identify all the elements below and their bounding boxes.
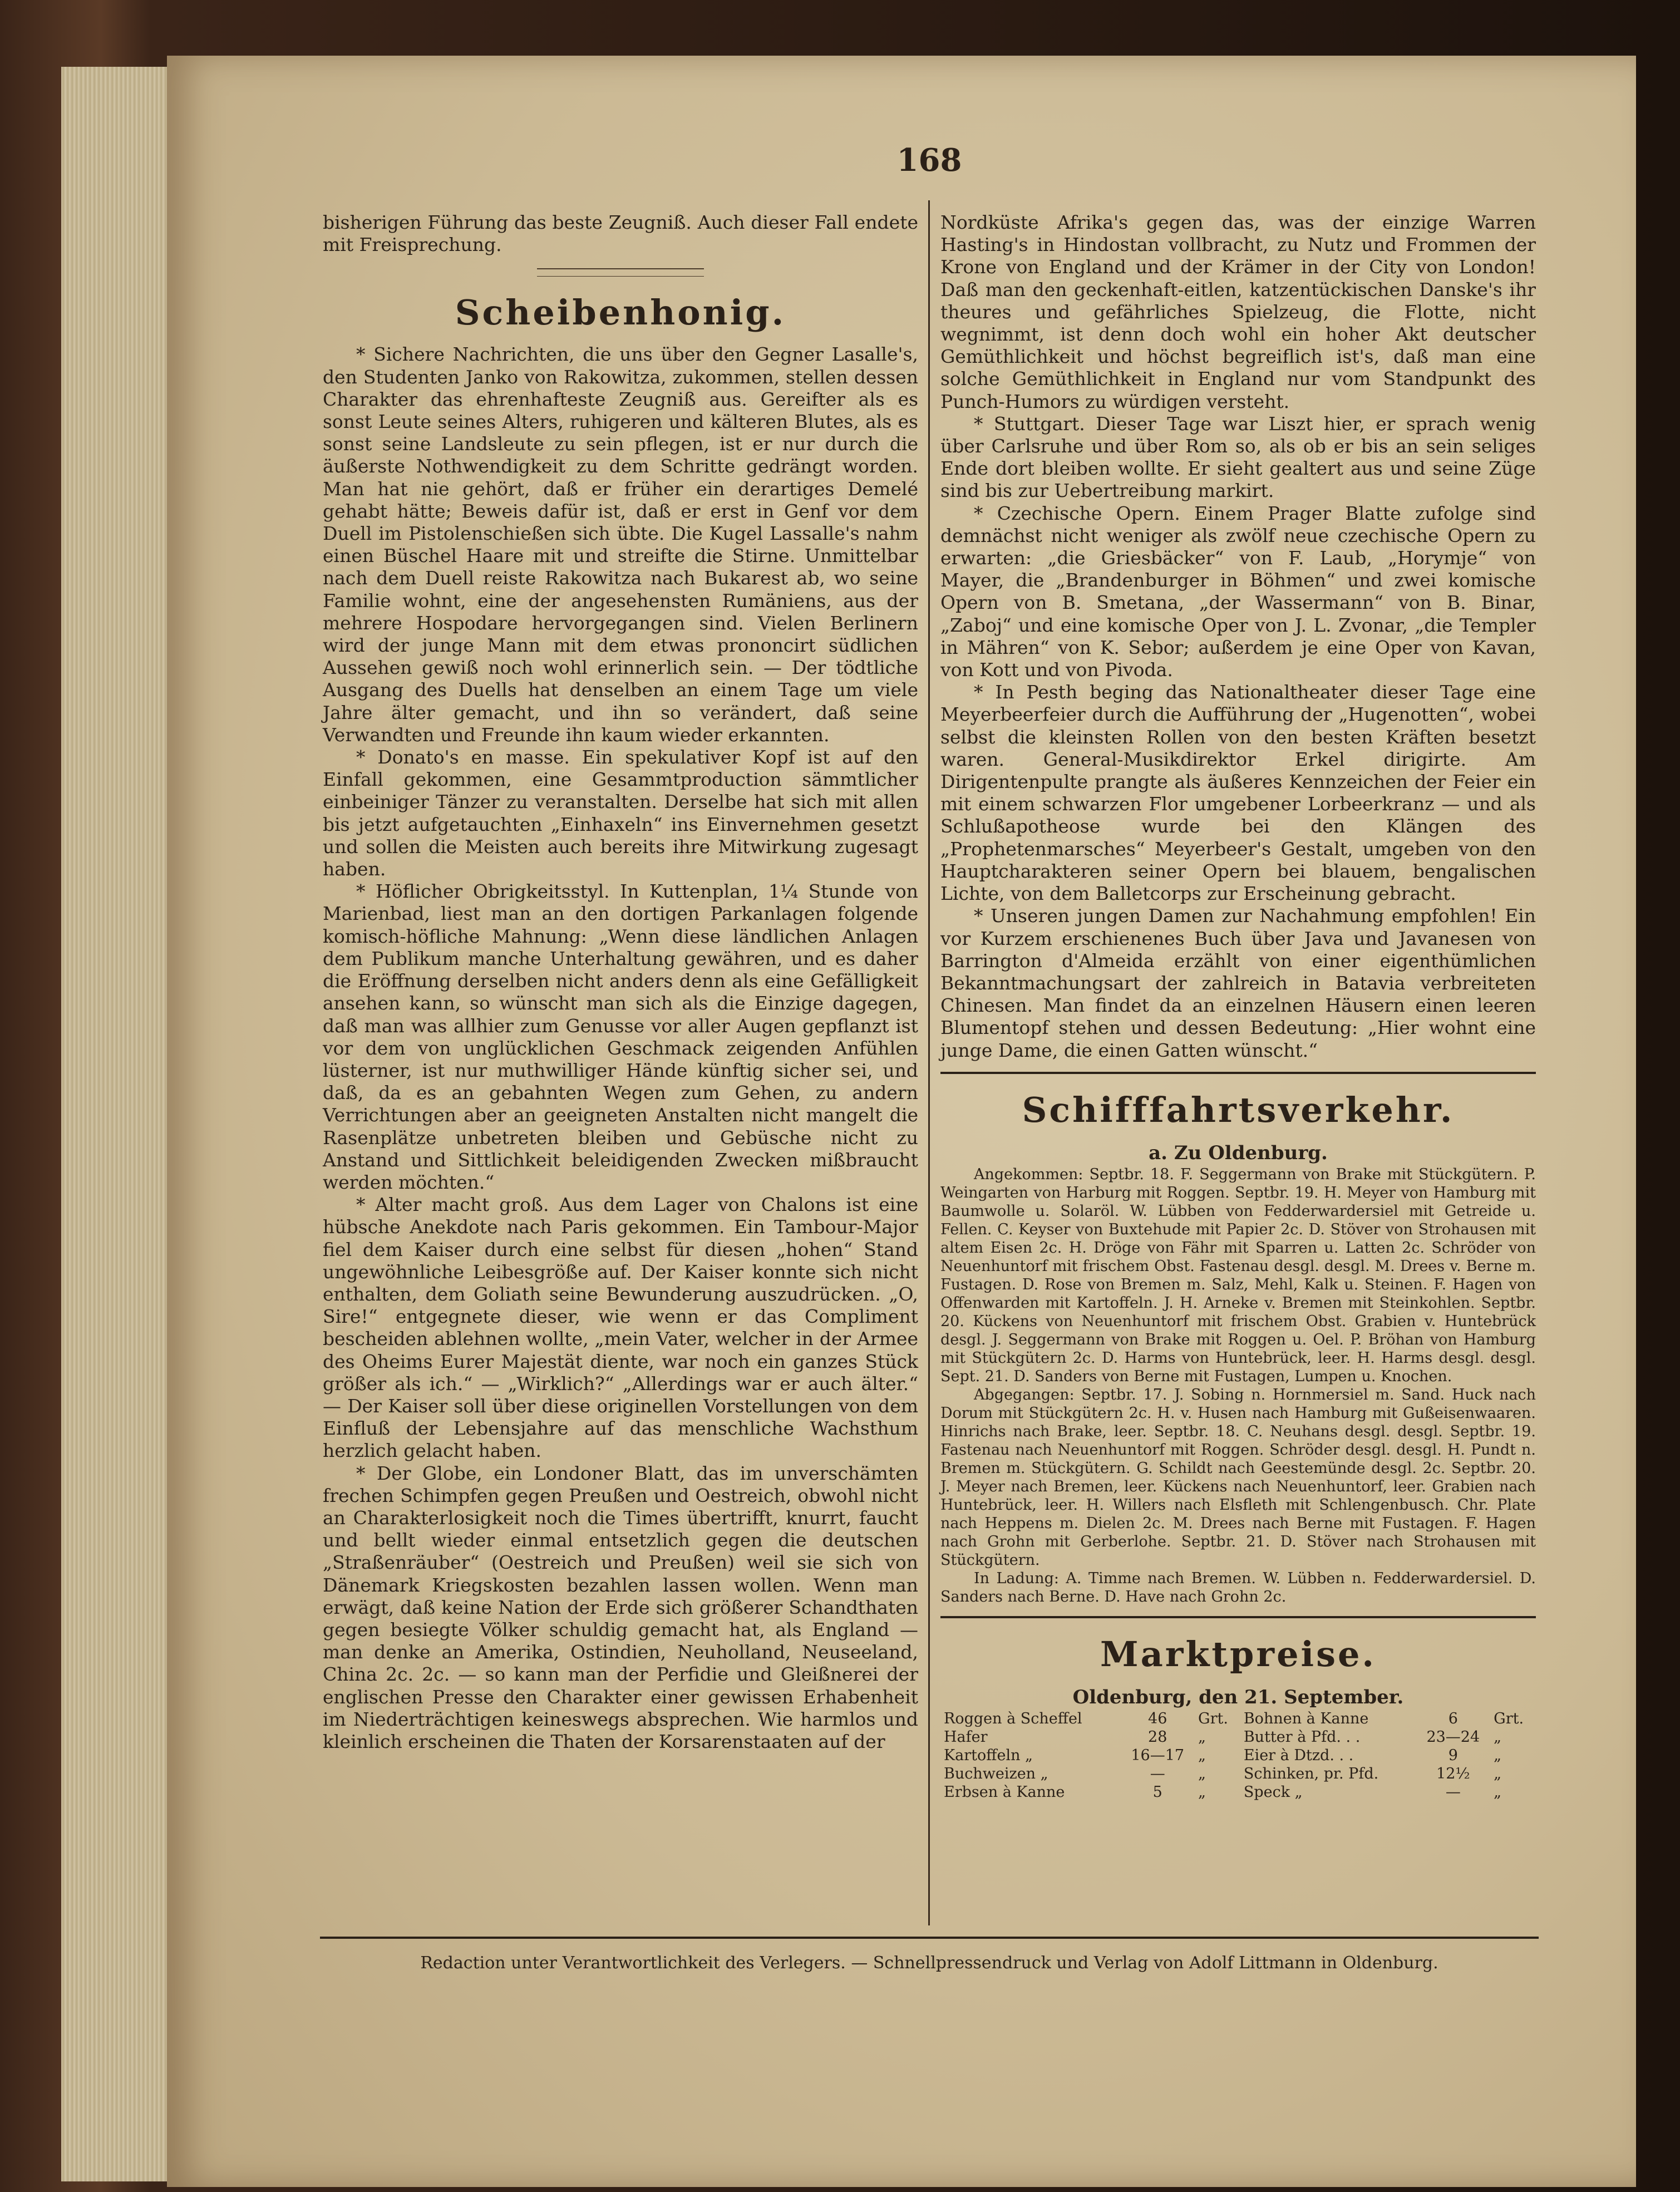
price-value: 46 [1148, 1710, 1167, 1727]
article-pesth: * In Pesth beging das Nationaltheater dieser Tage eine Meyerbeerfeier durch die Aufführung der „Hugenotten“, wobei selbst die kleinsten Rollen von den besten Kräften besetzt waren. General-Musikdirektor Erkel dirigirte. Am Dirigentenpulte prangte als äußeres Kennzeichen der Feier ein mit einem schwarzen Flor umgebener Lorbeerkranz — und als Schlußapotheose wurde bei den Klängen des „Prophetenmarsches“ Meyerbeer's Gestalt, umgeben von den Hauptcharakteren seiner Opern bei blauem, bengalischen Lichte, von dem Balletcorps zur Erscheinung gebracht. [940, 681, 1536, 905]
price-item: Eier à Dtzd. . . [1243, 1746, 1354, 1764]
left-column [323, 211, 918, 1753]
table-row [940, 1783, 1536, 1801]
table-row [940, 1746, 1536, 1765]
price-unit: „ [1494, 1746, 1502, 1764]
price-item: Erbsen à Kanne [944, 1783, 1065, 1801]
price-table [940, 1710, 1536, 1801]
price-item: Kartoffeln „ [944, 1746, 1033, 1764]
price-unit: „ [1494, 1728, 1502, 1746]
price-item: Roggen à Scheffel [944, 1710, 1082, 1727]
article-czech-operas: * Czechische Opern. Einem Prager Blatte zufolge sind demnächst nicht weniger als zwölf neue czechische Opern zu erwarten: „die Griesbäcker“ von F. Laub, „Horymje“ von Mayer, die „Brandenburger in Böhmen“ und zwei komische Opern von B. Smetana, „der Wassermann“ von B. Binar, „Zaboj“ und eine komische Oper von J. L. Zvonar, „die Templer in Mähren“ von K. Sebor; außerdem je eine Oper von Kavan, von Kott und von Pivoda. [940, 502, 1536, 681]
right-column [940, 211, 1536, 1801]
article-rakowitza: * Sichere Nachrichten, die uns über den Gegner Lasalle's, den Studenten Janko von Rakowitza, zukommen, stellen dessen Charakter das ehrenhafteste Zeugniß aus. Gereifter als es sonst Leute seines Alters, ruhigeren und kälteren Blutes, als es sonst seine Landsleute zu sein pflegen, ist er nur durch die äußerste Nothwendigkeit zu dem Schritte gedrängt worden. Man hat nie gehört, daß er früher ein derartiges Demelé gehabt hätte; Beweis dafür ist, daß er erst in Genf vor dem Duell im Pistolenschießen sich übte. Die Kugel Lassalle's nahm einen Büschel Haare mit und streifte die Stirne. Unmittelbar nach dem Duell reiste Rakowitza nach Bukarest ab, wo seine Familie wohnt, eine der angesehensten Rumäniens, aus der mehrere Hospodare hervorgegangen sind. Vielen Berlinern wird der junge Mann mit dem etwas prononcirt südlichen Aussehen gewiß noch wohl erinnerlich sein. — Der tödtliche Ausgang des Duells hat denselben an einem Tage um viele Jahre älter gemacht, und ihn so verändert, daß seine Verwandten und Freunde ihn kaum wieder erkannten. [323, 343, 918, 746]
article-globe-continued: Nordküste Afrika's gegen das, was der einzige Warren Hasting's in Hindostan vollbracht, zu Nutz und Frommen der Krone von England und der Krämer in der City von London! Daß man den geckenhaft-eitlen, katzentückischen Danske's ihr theures und gefährliches Spielzeug, die Flotte, nicht wegnimmt, ist denn doch wohl ein hoher Akt deutscher Gemüthlichkeit und höchst begreiflich ist's, daß man eine solche Gemüthlichkeit in England nur vom Standpunkt des Punch-Humors zu würdigen versteht. [940, 211, 1536, 412]
price-value: — [1445, 1783, 1461, 1801]
price-unit: „ [1494, 1783, 1502, 1801]
shipping-loading: In Ladung: A. Timme nach Bremen. W. Lübben n. Fedderwardersiel. D. Sanders nach Berne. D. Have nach Grohn 2c. [940, 1569, 1536, 1605]
imprint-footer: Redaction unter Verantwortlichkeit des Verlegers. — Schnellpressendruck und Verlag von Adolf Littmann in Oldenburg. [420, 1953, 1438, 1973]
price-value: — [1150, 1765, 1165, 1782]
section-rule [940, 1616, 1536, 1618]
section-heading-market: Marktpreise. [1100, 1633, 1377, 1674]
page-number: 168 [896, 142, 962, 179]
article-alter: * Alter macht groß. Aus dem Lager von Chalons ist eine hübsche Anekdote nach Paris gekommen. Ein Tambour-Major fiel dem Kaiser durch eine selbst für diesen „hohen“ Stand ungewöhnliche Leibesgröße auf. Der Kaiser konnte sich nicht enthalten, dem Goliath seine Bewunderung auszudrücken. „O, Sire!“ entgegnete dieser, wie wenn er das Compliment bescheiden ablehnen wollte, „mein Vater, welcher in der Armee des Oheims Eurer Majestät diente, war noch ein ganzes Stück größer als ich.“ — „Wirklich?“ „Allerdings war er auch älter.“ — Der Kaiser soll über diese originellen Vorstellungen von dem Einfluß der Lebensjahre auf das menschliche Wachsthum herzlich gelacht haben. [323, 1194, 918, 1462]
article-obrigkeitsstyl: * Höflicher Obrigkeitsstyl. In Kuttenplan, 1¼ Stunde von Marienbad, liest man an den dortigen Parkanlagen folgende komisch-höfliche Mahnung: „Wenn diese ländlichen Anlagen dem Publikum manche Unterhaltung gewähren, und es daher die Eröffnung derselben nicht anders denn als eine Gefälligkeit ansehen kann, so wünscht man sich als die Einzige dagegen, daß man was allhier zum Genusse vor aller Augen gepflanzt ist vor dem von unglücklichen Geschmack zeigenden Anfühlen lüsterner, ist nur muthwilliger Hände künftig sicher sei, und daß, da es an gebahnten Wegen zum Gehen, zu andern Verrichtungen aber an geeigneten Anstalten nicht mangelt die Rasenplätze unbetreten bleiben und Gebüsche nicht zu Anstand und Sittlichkeit beleidigenden Zwecken mißbraucht werden möchten.“ [323, 880, 918, 1193]
market-subheading: Oldenburg, den 21. September. [1072, 1686, 1404, 1708]
shipping-subheading: a. Zu Oldenburg. [1149, 1141, 1328, 1164]
price-unit: Grt. [1494, 1710, 1524, 1727]
price-item: Hafer [944, 1728, 988, 1746]
section-heading-shipping: Schifffahrtsverkehr. [1022, 1089, 1455, 1130]
section-heading-scheibenhonig: Scheibenhonig. [455, 292, 786, 333]
price-unit: „ [1198, 1746, 1206, 1764]
article-stuttgart: * Stuttgart. Dieser Tage war Liszt hier, er sprach wenig über Carlsruhe und über Rom so, als ob er bis an sein seliges Ende dort bleiben wollte. Er sieht gealtert aus und seine Züge sind bis zur Uebertreibung markirt. [940, 412, 1536, 502]
price-value: 12½ [1436, 1765, 1470, 1782]
article-java: * Unseren jungen Damen zur Nachahmung empfohlen! Ein vor Kurzem erschienenes Buch über Java und Javanesen von Barrington d'Almeida erzählt von einer eigenthümlichen Bekanntmachungsart der zahlreich in Batavia verbreiteten Chinesen. Man findet da an einzelnen Häusern einen leeren Blumentopf stehen und dessen Bedeutung: „Hier wohnt eine junge Dame, die einen Gatten wünscht.“ [940, 905, 1536, 1061]
price-item: Butter à Pfd. . . [1243, 1728, 1361, 1746]
price-item: Schinken, pr. Pfd. [1243, 1765, 1379, 1782]
footer-rule [320, 1937, 1539, 1939]
article-globe: * Der Globe, ein Londoner Blatt, das im unverschämten frechen Schimpfen gegen Preußen und Oestreich, obwohl nicht an Charakterlosigkeit noch die Times übertrifft, knurrt, faucht und bellt wieder einmal entsetzlich gegen die deutschen „Straßenräuber“ (Oestreich und Preußen) weil sie sich von Dänemark Kriegskosten bezahlen lassen wollen. Wenn man erwägt, daß keine Nation der Erde sich größerer Schandthaten gegen besiegte Völker schuldig gemacht hat, als England — man denke an Amerika, Ostindien, Neuholland, Neuseeland, China 2c. 2c. — so kann man der Perfidie und Gleißnerei der englischen Presse den Charakter einer gewissen Erhabenheit im Niederträchtigen keineswegs absprechen. Wie harmlos und kleinlich erscheinen die Thaten der Korsarenstaaten auf der [323, 1462, 918, 1752]
price-unit: „ [1494, 1765, 1502, 1782]
price-item: Bohnen à Kanne [1243, 1710, 1369, 1727]
table-row [940, 1728, 1536, 1746]
intro-text: bisherigen Führung das beste Zeugniß. Auch dieser Fall endete mit Freisprechung. [323, 211, 918, 256]
page-edges [61, 67, 173, 2181]
price-item: Buchweizen „ [944, 1765, 1048, 1782]
column-divider [928, 200, 930, 1925]
price-unit: „ [1198, 1783, 1206, 1801]
shipping-arrived: Angekommen: Septbr. 18. F. Seggermann von Brake mit Stückgütern. P. Weingarten von Harburg mit Roggen. Septbr. 19. H. Meyer von Hamburg mit Baumwolle u. Solaröl. W. Lübben von Fedderwardersiel mit Getreide u. Fellen. C. Keyser von Buxtehude mit Papier 2c. D. Stöver von Strohausen mit altem Eisen 2c. H. Dröge von Fähr mit Sparren u. Latten 2c. Schröder von Neuenhuntorf mit frischem Obst. Fastenau desgl. desgl. M. Drees v. Berne m. Fustagen. D. Rose von Bremen m. Salz, Mehl, Kalk u. Steinen. F. Hagen von Offenwarden mit Kartoffeln. J. H. Arneke v. Bremen mit Steinkohlen. Septbr. 20. Kückens von Neuenhuntorf mit frischem Obst. Grabien v. Huntebrück desgl. J. Seggermann von Brake mit Roggen u. Oel. P. Bröhan von Hamburg mit Stückgütern 2c. D. Harms von Huntebrück, leer. H. Harms desgl. desgl. Sept. 21. D. Sanders von Berne mit Fustagen, Lumpen u. Knochen. [940, 1165, 1536, 1385]
price-unit: Grt. [1198, 1710, 1228, 1727]
price-item: Speck „ [1243, 1783, 1303, 1801]
price-value: 28 [1148, 1728, 1167, 1746]
price-value: 9 [1448, 1746, 1458, 1764]
price-value: 6 [1448, 1710, 1458, 1727]
article-donato: * Donato's en masse. Ein spekulativer Kopf ist auf den Einfall gekommen, eine Gesammtproduction sämmtlicher einbeiniger Tänzer zu veranstalten. Derselbe hat sich mit allen bis jetzt aufgetauchten „Einhaxeln“ ins Einvernehmen gesetzt und sollen die Meisten auch bereits ihre Mitwirkung zugesagt haben. [323, 746, 918, 880]
table-row [940, 1710, 1536, 1728]
ornament-rule [537, 268, 704, 277]
price-value: 23—24 [1426, 1728, 1480, 1746]
price-unit: „ [1198, 1728, 1206, 1746]
shipping-departed: Abgegangen: Septbr. 17. J. Sobing n. Hornmersiel m. Sand. Huck nach Dorum mit Stückgütern 2c. H. v. Husen nach Hamburg mit Gußeisenwaaren. Hinrichs nach Brake, leer. Septbr. 18. C. Neuhans desgl. desgl. Septbr. 19. Fastenau nach Neuenhuntorf mit Roggen. Schröder desgl. desgl. H. Pundt n. Bremen m. Stückgütern. G. Schildt nach Geestemünde desgl. 2c. Septbr. 20. J. Meyer nach Bremen, leer. Kückens nach Neuenhuntorf, leer. Grabien nach Huntebrück, leer. H. Willers nach Elsfleth mit Schlengenbusch. Chr. Plate nach Heppens m. Dielen 2c. M. Drees nach Berne mit Fustagen. F. Hagen nach Grohn mit Gerberlohe. Septbr. 21. D. Stöver nach Strohausen mit Stückgütern. [940, 1386, 1536, 1569]
price-value: 5 [1152, 1783, 1162, 1801]
table-row [940, 1765, 1536, 1783]
section-rule [940, 1072, 1536, 1074]
price-value: 16—17 [1131, 1746, 1185, 1764]
price-unit: „ [1198, 1765, 1206, 1782]
